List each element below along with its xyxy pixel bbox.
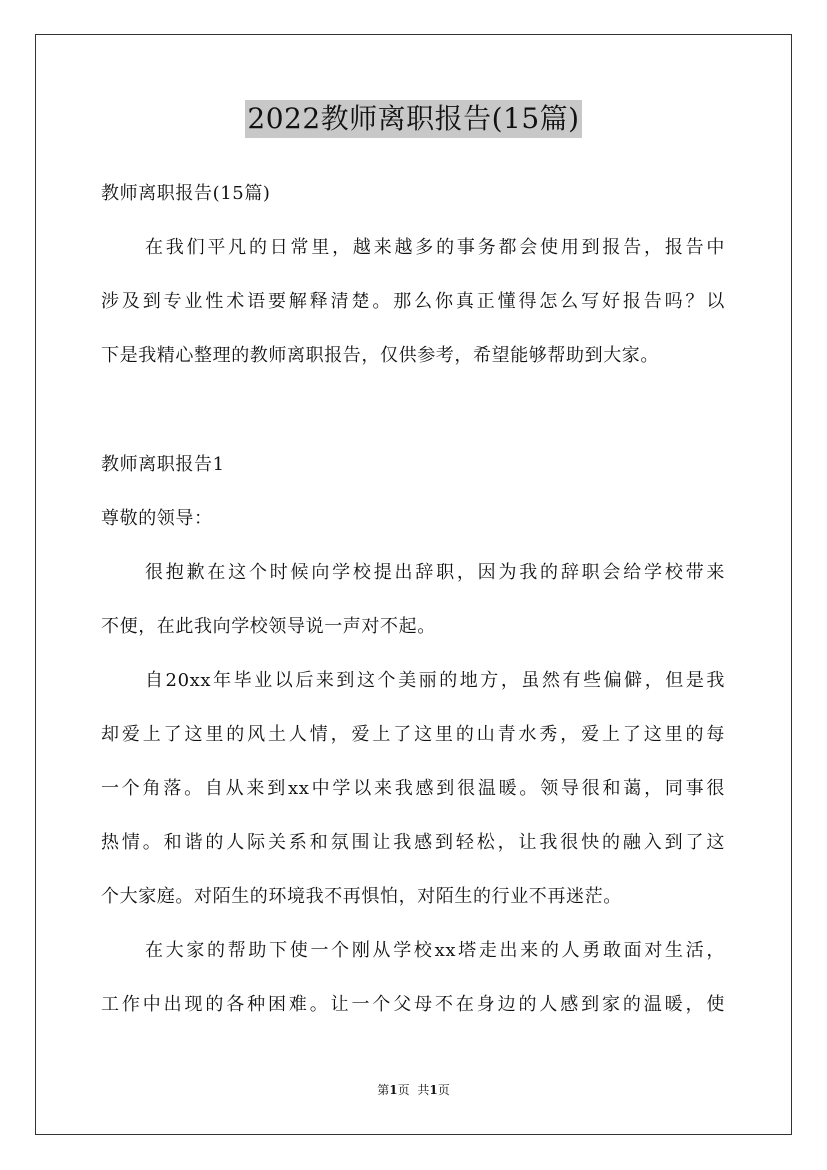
footer-page-number: 1 [389,1083,398,1097]
salutation: 尊敬的领导： [101,508,213,529]
footer-total-prefix: 共 [417,1083,430,1097]
intro-line-2: 涉及到专业性术语要解释清楚。那么你真正懂得怎么写好报告吗？以 [101,291,725,312]
footer-page-suffix: 页 [397,1083,410,1097]
paragraph2-line-2: 却爱上了这里的风土人情，爱上了这里的山青水秀，爱上了这里的每 [101,724,725,745]
intro-line-3: 下是我精心整理的教师离职报告，仅供参考，希望能够帮助到大家。 [101,345,659,366]
document-title: 2022教师离职报告(15篇) [245,100,581,138]
section-heading: 教师离职报告1 [101,454,225,475]
paragraph1-line-2: 不便，在此我向学校领导说一声对不起。 [101,616,436,637]
intro-line-1: 在我们平凡的日常里，越来越多的事务都会使用到报告，报告中 [145,237,725,258]
paragraph1-line-1: 很抱歉在这个时候向学校提出辞职，因为我的辞职会给学校带来 [145,562,725,583]
page-footer [0,1082,827,1098]
title-container [0,100,827,138]
paragraph3-line-2: 工作中出现的各种困难。让一个父母不在身边的人感到家的温暖，使 [101,994,725,1015]
footer-total-number: 1 [429,1083,438,1097]
paragraph3-line-1: 在大家的帮助下使一个刚从学校xx塔走出来的人勇敢面对生活， [145,940,725,961]
paragraph2-line-5: 个大家庭。对陌生的环境我不再惧怕，对陌生的行业不再迷茫。 [101,886,622,907]
footer-total-suffix: 页 [437,1083,450,1097]
paragraph2-line-4: 热情。和谐的人际关系和氛围让我感到轻松，让我很快的融入到了这 [101,832,725,853]
footer-page-prefix: 第 [377,1083,390,1097]
paragraph2-line-3: 一个角落。自从来到xx中学以来我感到很温暖。领导很和蔼，同事很 [101,778,725,799]
paragraph2-line-1: 自20xx年毕业以后来到这个美丽的地方，虽然有些偏僻，但是我 [145,670,725,691]
subtitle: 教师离职报告(15篇) [101,183,271,204]
